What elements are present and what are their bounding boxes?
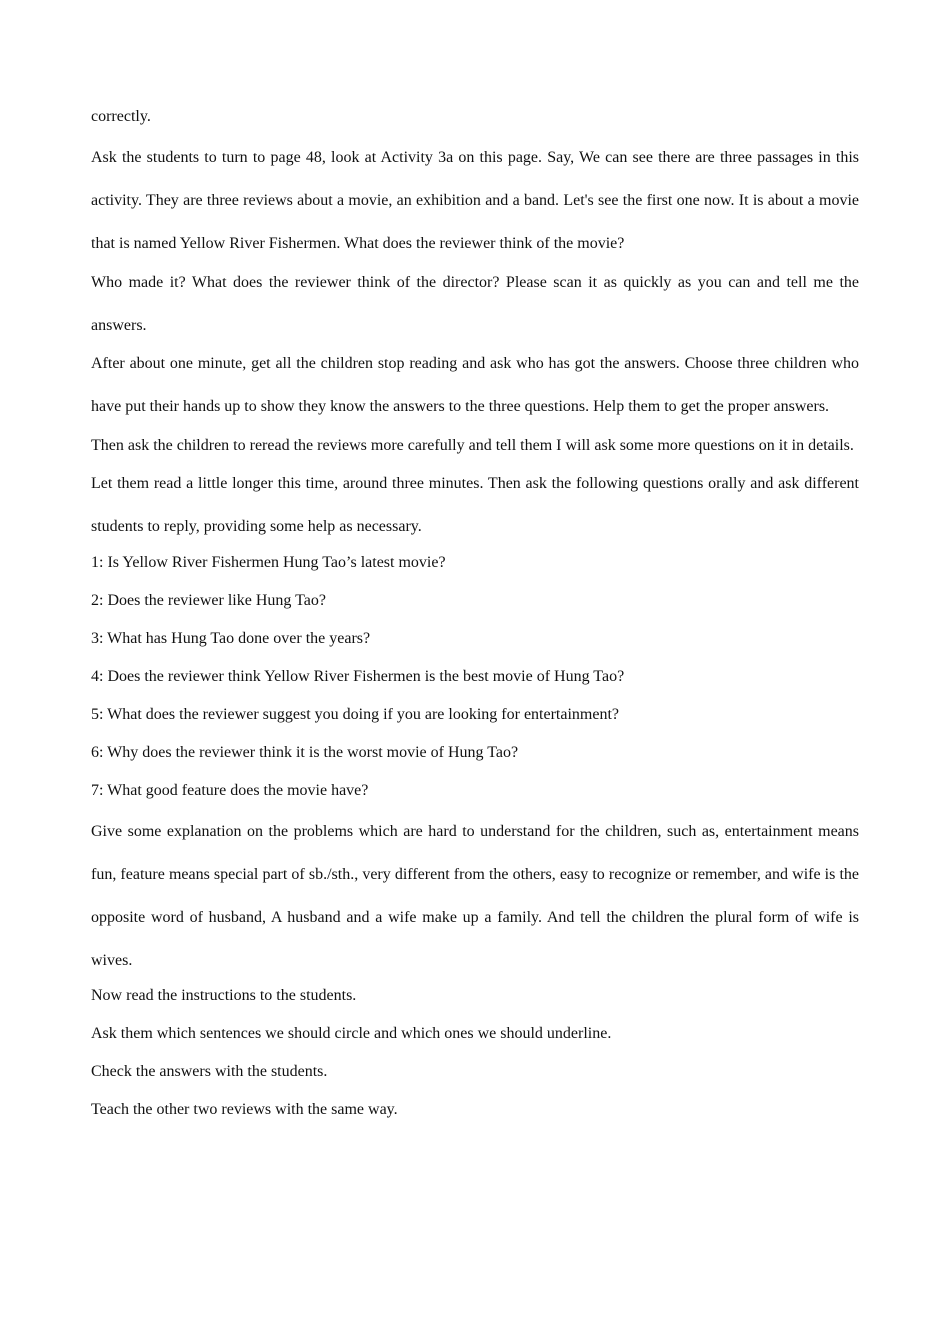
paragraph-continuation: correctly. [91,108,151,125]
question-7: 7: What good feature does the movie have? [91,781,369,799]
document-page [91,98,859,1129]
question-2: 2: Does the reviewer like Hung Tao? [91,591,326,609]
question-5: 5: What does the reviewer suggest you doing if you are looking for entertainment? [91,705,619,723]
paragraph-check: Check the answers with the students. [91,1063,328,1080]
paragraph-read-longer: Let them read a little longer this time, around three minutes. Then ask the following questions orally and ask different students to reply, providing some help as necessary. [91,475,859,535]
paragraph-reread: Then ask the children to reread the reviews more carefully and tell them I will ask some more questions on it in details. [91,436,854,454]
paragraph-activity-intro: Ask the students to turn to page 48, look at Activity 3a on this page. Say, We can see there are three passages in this activity. They are three reviews about a movie, an exhibition and a band. Let's see the first one now. It is about a movie that is named Yellow River Fishermen. What does the reviewer think of the movie? [91,149,859,252]
paragraph-explanation: Give some explanation on the problems which are hard to understand for the children, such as, entertainment means fun, feature means special part of sb./sth., very different from the others, easy to recognize or remember, and wife is the opposite word of husband, A husband and a wife make up a family. And tell the children the plural form of wife is wives. [91,822,859,969]
question-6: 6: Why does the reviewer think it is the worst movie of Hung Tao? [91,743,519,761]
paragraph-other-reviews: Teach the other two reviews with the same way. [91,1101,398,1118]
paragraph-check-answers: After about one minute, get all the children stop reading and ask who has got the answers. Choose three children who have put their hands up to show they know the answers to the three questions. Help them to get the proper answers. [91,355,859,415]
paragraph-circle-underline: Ask them which sentences we should circle and which ones we should underline. [91,1025,612,1042]
question-3: 3: What has Hung Tao done over the years? [91,629,371,647]
paragraph-instructions: Now read the instructions to the students. [91,987,357,1004]
question-4: 4: Does the reviewer think Yellow River Fishermen is the best movie of Hung Tao? [91,667,625,685]
paragraph-scan-questions: Who made it? What does the reviewer think of the director? Please scan it as quickly as you can and tell me the answers. [91,273,859,334]
question-1: 1: Is Yellow River Fishermen Hung Tao’s latest movie? [91,553,446,571]
